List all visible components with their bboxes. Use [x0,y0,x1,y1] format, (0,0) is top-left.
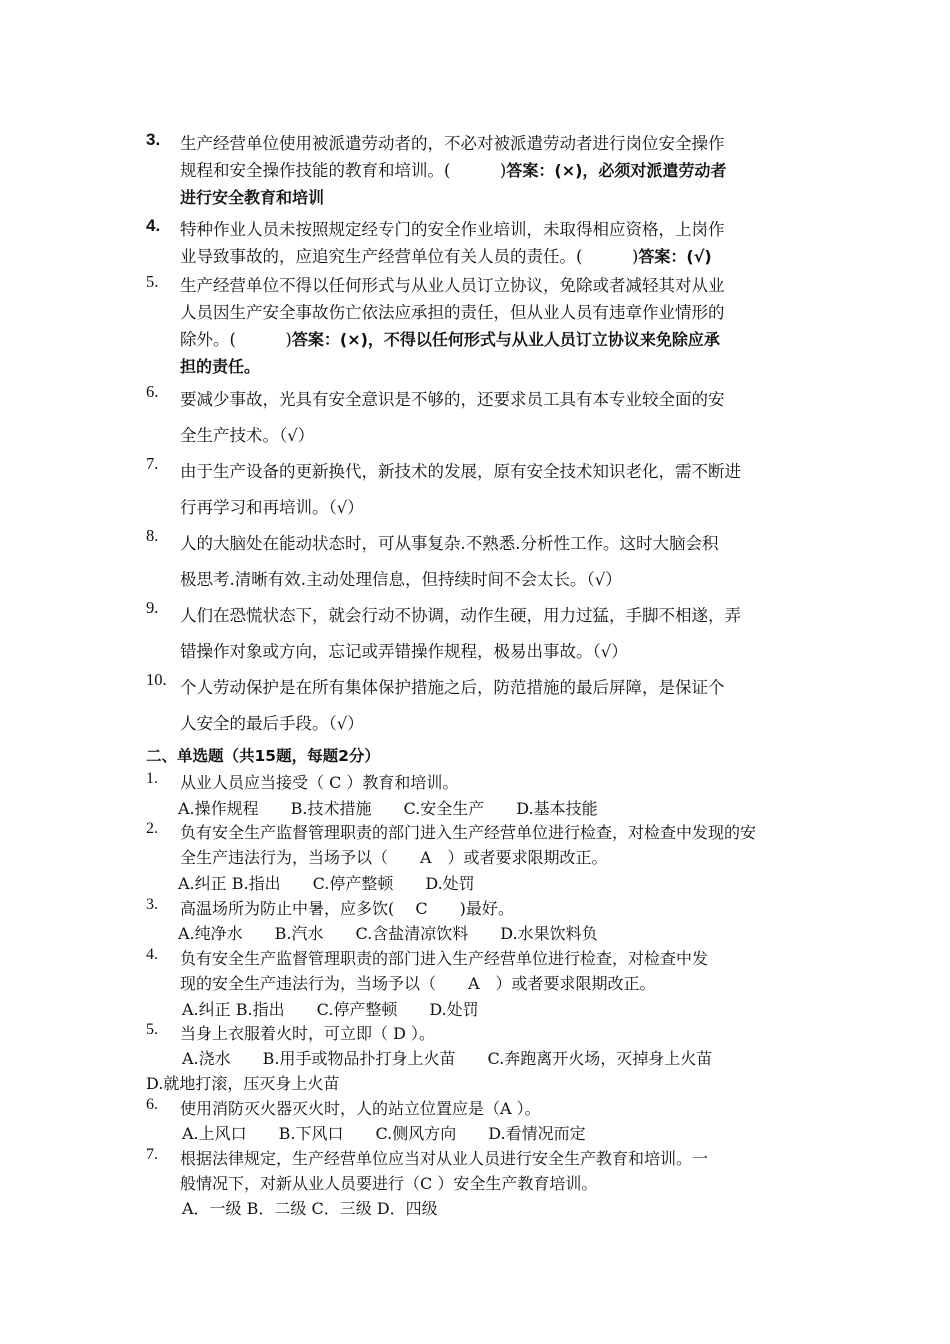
answer-options-continued: D.就地打滚，压灭身上火苗 [146,1074,340,1093]
answer-text: 答案：(×)，不得以任何形式与从业人员订立协议来免除应承 [291,330,720,349]
question-text: 高温场所为防止中暑，应多饮( C )最好。 [180,899,514,918]
question-text: 负有安全生产监督管理职责的部门进入生产经营单位进行检查，对检查中发 [180,949,709,968]
question-text: 生产经营单位使用被派遣劳动者的，不必对被派遣劳动者进行岗位安全操作 [180,134,725,153]
question-text: 极思考.清晰有效.主动处理信息，但持续时间不会太长。（√） [180,570,622,589]
tf-question-7 [146,454,808,524]
answer-options: A．一级 B．二级 C．三级 D．四级 [182,1199,438,1218]
question-text: 使用消防灭火器灭火时，人的站立位置应是（A ）。 [180,1099,541,1118]
answer-text: 答案：(√) [638,247,712,266]
section-heading: 二、单选题（共15题，每题2分） [146,747,380,765]
question-number: 3. [146,896,158,913]
answer-text: 答案：(×)，必须对派遣劳动者 [506,161,727,180]
question-number: 9. [146,598,159,617]
question-number: 2. [146,820,158,837]
mc-question-2 [146,820,808,872]
question-number: 5. [146,272,159,291]
question-text: 生产经营单位不得以任何形式与从业人员订立协议，免除或者减轻其对从业 [180,276,725,295]
tf-question-8 [146,526,808,596]
question-number: 7. [146,454,159,473]
mc-question-3 [146,896,808,922]
question-text: 要减少事故，光具有安全意识是不够的，还要求员工具有本专业较全面的安 [180,390,725,409]
question-text: 行再学习和再培训。（√） [180,498,364,517]
answer-options: A.纯净水 B.汽水 C.含盐清凉饮料 D.水果饮料负 [178,924,598,943]
question-number: 8. [146,526,159,545]
question-text: 业导致事故的，应追究生产经营单位有关人员的责任。( ) [180,247,639,266]
answer-options: A.纠正 B.指出 C.停产整顿 D.处罚 [182,1000,479,1019]
question-number: 4. [146,216,161,235]
question-text: 由于生产设备的更新换代，新技术的发展，原有安全技术知识老化，需不断进 [180,462,741,481]
question-text: 特种作业人员未按照规定经专门的安全作业培训，未取得相应资格，上岗作 [180,220,725,239]
question-text: 人们在恐慌状态下，就会行动不协调，动作生硬，用力过猛，手脚不相遂，弄 [180,606,741,625]
tf-question-3 [146,130,808,210]
question-number: 4. [146,946,158,963]
question-number: 10. [146,670,167,689]
tf-question-10 [146,670,808,740]
answer-options: A.操作规程 B.技术措施 C.安全生产 D.基本技能 [178,799,598,818]
question-text: 人安全的最后手段。（√） [180,714,364,733]
answer-text: 进行安全教育和培训 [180,188,325,207]
question-number: 3. [146,130,161,149]
question-text: 规程和安全操作技能的教育和培训。( ) [180,161,507,180]
question-text: 从业人员应当接受（ C ）教育和培训。 [180,773,459,792]
question-number: 5. [146,1021,158,1038]
question-text: 人员因生产安全事故伤亡依法应承担的责任，但从业人员有违章作业情形的 [180,303,725,322]
question-text: 现的安全生产违法行为，当场予以（ A ）或者要求限期改正。 [180,974,656,993]
question-text: 根据法律规定，生产经营单位应当对从业人员进行安全生产教育和培训。一 [180,1149,709,1168]
mc-question-6 [146,1096,808,1122]
tf-question-9 [146,598,808,668]
question-text: 般情况下，对新从业人员要进行（C ）安全生产教育培训。 [180,1174,598,1193]
mc-question-5 [146,1021,808,1047]
mc-question-4 [146,946,808,998]
question-text: 全生产技术。（√） [180,426,315,445]
question-text: 负有安全生产监督管理职责的部门进入生产经营单位进行检查，对检查中发现的安 [180,823,757,842]
question-number: 7. [146,1146,158,1163]
question-number: 6. [146,1096,158,1113]
answer-options: A.上风口 B.下风口 C.侧风方向 D.看情况而定 [182,1124,586,1143]
question-text: 人的大脑处在能动状态时，可从事复杂.不熟悉.分析性工作。这时大脑会积 [180,534,719,553]
tf-question-4 [146,216,808,270]
answer-options: A.纠正 B.指出 C.停产整顿 D.处罚 [178,874,475,893]
question-number: 1. [146,770,158,787]
question-number: 6. [146,382,159,401]
answer-text: 担的责任。 [180,357,261,376]
question-text: 除外。( ) [180,330,292,349]
question-text: 当身上衣服着火时，可立即（ D ）。 [180,1024,436,1043]
question-text: 错操作对象或方向，忘记或弄错操作规程，极易出事故。（√） [180,642,628,661]
tf-question-6 [146,382,808,452]
mc-question-7 [146,1146,808,1198]
tf-question-5 [146,272,808,380]
question-text: 全生产违法行为，当场予以（ A ）或者要求限期改正。 [180,848,608,867]
answer-options: A.浇水 B.用手或物品扑打身上火苗 C.奔跑离开火场，灭掉身上火苗 [182,1049,713,1068]
question-text: 个人劳动保护是在所有集体保护措施之后，防范措施的最后屏障，是保证个 [180,678,725,697]
